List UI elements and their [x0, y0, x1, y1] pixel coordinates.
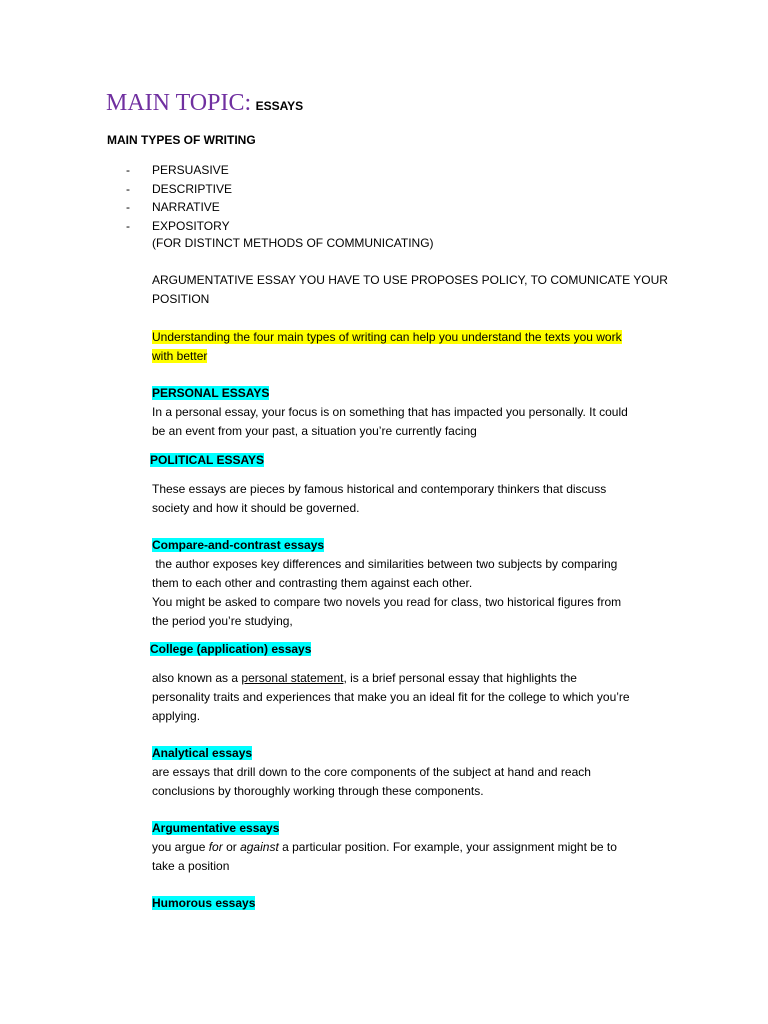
- main-topic-value: ESSAYS: [255, 99, 304, 113]
- subtitle: MAIN TYPES OF WRITING: [107, 133, 256, 147]
- section-heading: POLITICAL ESSAYS: [150, 453, 265, 467]
- list-item: - DESCRIPTIVE: [126, 180, 232, 199]
- highlight-note: Understanding the four main types of writing can help you understand the texts you work with better: [152, 330, 622, 363]
- section-heading: Compare-and-contrast essays: [152, 538, 325, 552]
- list-dash: -: [126, 181, 130, 196]
- list-item: - NARRATIVE: [126, 198, 232, 217]
- main-title: [106, 90, 303, 117]
- section-political-heading: [150, 451, 670, 470]
- section-heading: Argumentative essays: [152, 821, 280, 835]
- list-item: - EXPOSITORY: [126, 217, 232, 236]
- section-heading: Analytical essays: [152, 746, 253, 760]
- list-dash: -: [126, 200, 130, 215]
- section-humorous: [152, 894, 672, 913]
- argumentative-note: ARGUMENTATIVE ESSAY YOU HAVE TO USE PROPOSES POLICY, TO COMUNICATE YOUR POSITION: [152, 273, 668, 306]
- section-heading: College (application) essays: [150, 642, 312, 656]
- section-college-heading: [150, 640, 670, 659]
- section-compare: Compare-and-contrast essays the author exposes key differences and similarities between two subjects by comparing them to each other and contrasting them against each other. You might be asked to compare two novels you read for class, two historical figures from the period you’re studying,: [152, 538, 622, 628]
- section-political-body: These essays are pieces by famous historical and contemporary thinkers that discuss society and how it should be governed.: [152, 482, 607, 515]
- section-argumentative: Argumentative essays you argue for or against a particular position. For example, your assignment might be to take a position: [152, 821, 617, 873]
- list-dash: -: [126, 219, 130, 234]
- personal-statement-link[interactable]: personal statement: [241, 671, 344, 685]
- writing-types-list: [126, 161, 232, 236]
- list-item: - PERSUASIVE: [126, 161, 232, 180]
- methods-note: (FOR DISTINCT METHODS OF COMMUNICATING): [152, 236, 434, 250]
- list-dash: -: [126, 163, 130, 177]
- section-heading: Humorous essays: [152, 896, 256, 910]
- section-heading: PERSONAL ESSAYS: [152, 386, 270, 400]
- main-topic-label: MAIN TOPIC:: [106, 90, 252, 116]
- section-analytical: Analytical essays are essays that drill down to the core components of the subject at hand and reach conclusions by thoroughly working through these components.: [152, 746, 591, 798]
- section-personal: PERSONAL ESSAYS In a personal essay, your focus is on something that has impacted you personally. It could be an event from your past, a situation you’re currently facing: [152, 386, 628, 438]
- section-college-body: also known as a personal statement, is a brief personal essay that highlights the personality traits and experiences that make you an ideal fit for the college to which you’re applying.: [152, 671, 630, 723]
